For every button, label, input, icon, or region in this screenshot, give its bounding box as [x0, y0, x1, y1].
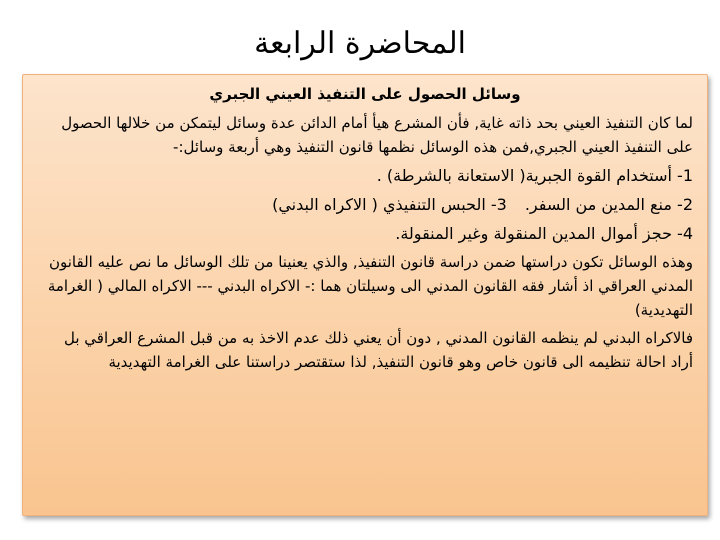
list-item-2: 2- منع المدين من السفر. [524, 195, 693, 214]
list-item-1: 1- أستخدام القوة الجبرية( الاستعانة بالشرطة) . [376, 166, 693, 185]
list-item-3: 3- الحبس التنفيذي ( الاكراه البدني) [272, 195, 507, 214]
second-paragraph: وهذه الوسائل تكون دراستها ضمن دراسة قانون التنفيذ, والذي يعنينا من تلك الوسائل ما نص عليه القانون المدني العراقي اذ أشار فقه القانون المدني الى وسيلتان هما :- الاكراه البدني --- الاكراه المالي ( الغرامة التهديدية) [47, 253, 693, 319]
slide-title: المحاضرة الرابعة [254, 26, 466, 61]
content-heading: وسائل الحصول على التنفيذ العيني الجبري [209, 85, 521, 103]
list-item-4: 4- حجز أموال المدين المنقولة وغير المنقولة. [395, 224, 693, 243]
list-item-2-3 [37, 192, 693, 218]
intro-paragraph: لما كان التنفيذ العيني بحد ذاته غاية, فأن المشرع هيأ أمام الدائن عدة وسائل ليتمكن من خلالها الحصول على التنفيذ العيني الجبري,فمن هذه الوسائل نظمها قانون التنفيذ وهي أربعة وسائل:- [61, 114, 693, 156]
content-box [22, 74, 708, 516]
third-paragraph: فالاكراه البدني لم ينظمه القانون المدني , دون أن يعني ذلك عدم الاخذ به من قبل المشرع العراقي بل أراد احالة تنظيمه الى قانون خاص وهو قانون التنفيذ, لذا ستقتصر دراستنا على الغرامة التهديدية [63, 329, 693, 371]
